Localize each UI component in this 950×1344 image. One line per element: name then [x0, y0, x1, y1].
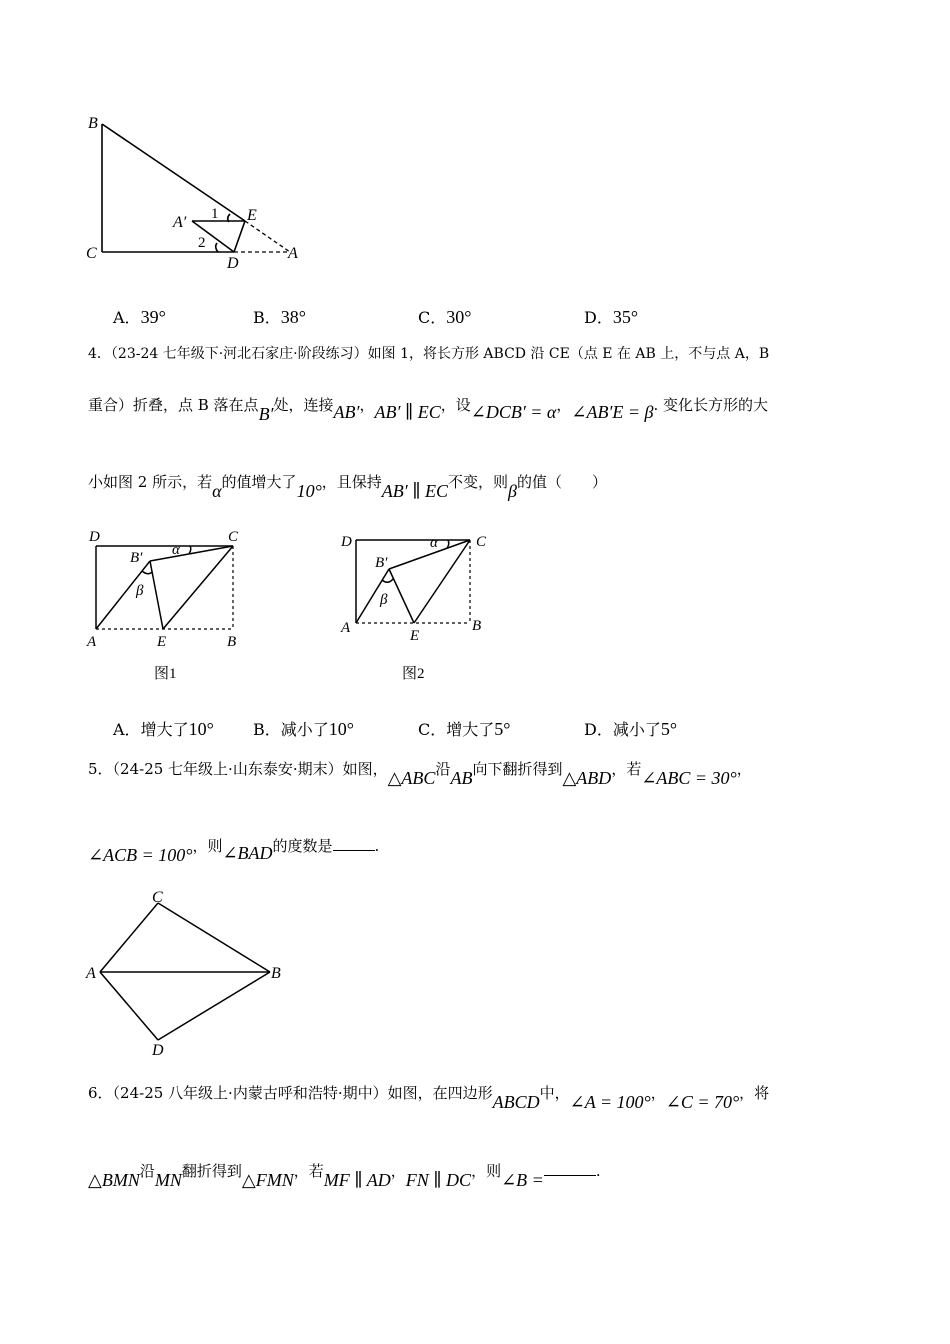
math: △ABC: [387, 768, 436, 788]
option-letter: B．: [253, 308, 281, 327]
math: △ABD: [562, 768, 612, 788]
answer-blank[interactable]: [333, 850, 375, 851]
label-A: A: [86, 965, 96, 982]
text: 的值（ ）: [517, 473, 608, 491]
label-C: C: [228, 529, 239, 545]
text: 沿: [139, 1162, 155, 1180]
text: ，则: [192, 837, 223, 855]
label-C: C: [152, 889, 163, 906]
caption: 图1: [154, 666, 177, 682]
text: ，且保持: [321, 473, 382, 491]
label-A: A: [288, 245, 298, 262]
text: 5．（24-25 七年级上·山东泰安·期末）如图，: [88, 760, 388, 778]
segment-B-prime-E: [389, 569, 414, 623]
option-value: 38°: [280, 307, 306, 327]
q3-option-a[interactable]: [113, 305, 166, 328]
math: △FMN: [241, 1170, 294, 1190]
text: 处，连接: [273, 396, 334, 414]
option-value: 39°: [140, 307, 166, 327]
math: AB: [450, 768, 473, 788]
segment-ED: [234, 221, 245, 252]
q4-option-b[interactable]: [253, 717, 354, 740]
q3-figure: [80, 110, 320, 275]
text: . 变化长方形的大: [653, 396, 769, 414]
segment-BE: [102, 124, 245, 221]
option-value: 35°: [612, 307, 639, 327]
math: FN ∥ DC: [405, 1170, 472, 1190]
q4-line1: 4．（23-24 七年级下·河北石家庄·阶段练习）如图 1，将长方形 ABCD 沿 CE（点 E 在 AB 上，不与点 A，B: [88, 346, 770, 362]
text: ，: [359, 396, 375, 414]
math: B′: [258, 404, 274, 424]
option-letter: C．: [418, 720, 447, 739]
option-letter: D．: [584, 308, 613, 327]
label-E: E: [410, 628, 420, 644]
q4-option-a[interactable]: [113, 717, 214, 740]
q4-line3: [88, 471, 608, 501]
q4-line2: [88, 394, 769, 424]
text: 的度数是: [272, 837, 333, 855]
caption: 图2: [402, 666, 425, 682]
math: α: [212, 481, 222, 501]
q5-line1: [88, 758, 752, 788]
label-alpha: α: [430, 535, 438, 551]
q3-option-b[interactable]: [253, 305, 306, 328]
math: ∠AB′E = β: [571, 402, 654, 422]
q5-line2: [88, 835, 380, 865]
label-B-prime: B′: [375, 555, 388, 571]
label-beta: β: [136, 583, 144, 599]
text: 6．（24-25 八年级上·内蒙古呼和浩特·期中）如图，在四边形: [88, 1084, 493, 1102]
option-value: 30°: [446, 307, 472, 327]
option-value: 5°: [660, 719, 678, 739]
math: ∠C = 70°: [665, 1092, 740, 1112]
angle-2-arc: [216, 243, 218, 252]
option-text: 增大了: [446, 720, 495, 739]
label-D: D: [227, 255, 239, 272]
option-text: 减小了: [612, 720, 661, 739]
label-A: A: [341, 620, 351, 636]
text: ，: [650, 1084, 666, 1102]
text: 小如图 2 所示，若: [88, 473, 213, 491]
math: ∠ACB = 100°: [88, 845, 193, 865]
math: 10°: [296, 481, 322, 501]
text: .: [374, 837, 380, 855]
segment-AD: [100, 972, 158, 1040]
label-B: B: [472, 618, 482, 634]
option-letter: B．: [253, 720, 281, 739]
text: 沿: [435, 760, 451, 778]
q4-option-d[interactable]: [584, 717, 677, 740]
math: β: [508, 481, 518, 501]
option-value: 10°: [328, 719, 354, 739]
beta-arc: [382, 579, 393, 582]
label-E: E: [157, 634, 167, 650]
label-beta: β: [380, 592, 388, 608]
q4-figure-1: [80, 522, 250, 687]
math: AB′: [333, 402, 360, 422]
text: ，设: [440, 396, 471, 414]
label-E: E: [247, 207, 257, 224]
option-letter: D．: [584, 720, 613, 739]
math: ∠BAD: [222, 843, 273, 863]
text: ，若: [293, 1162, 324, 1180]
math: AB′ ∥ EC: [374, 402, 441, 422]
math: △BMN: [88, 1170, 140, 1190]
text: 向下翻折得到: [472, 760, 563, 778]
q5-figure: [80, 880, 300, 1060]
segment-AC: [100, 903, 158, 972]
text: 中，: [539, 1084, 570, 1102]
label-alpha: α: [172, 542, 180, 558]
label-1: 1: [211, 206, 219, 222]
q3-option-c[interactable]: [418, 305, 471, 328]
option-text: 减小了: [280, 720, 329, 739]
q4-option-c[interactable]: [418, 717, 510, 740]
label-C: C: [476, 534, 487, 550]
label-B: B: [227, 634, 237, 650]
text: 翻折得到: [181, 1162, 242, 1180]
alpha-arc: [189, 546, 191, 554]
alpha-arc: [447, 540, 449, 548]
option-value: 10°: [188, 719, 214, 739]
label-B-prime: B′: [130, 550, 143, 566]
text: 不变，则: [448, 473, 509, 491]
text: .: [595, 1162, 601, 1180]
option-letter: C．: [418, 308, 447, 327]
text: 的值增大了: [221, 473, 297, 491]
label-B: B: [88, 115, 98, 132]
text: ，将: [739, 1084, 770, 1102]
math: AB′ ∥ EC: [381, 481, 449, 501]
math: ABCD: [492, 1092, 540, 1112]
text: ，若: [611, 760, 642, 778]
option-value: 5°: [494, 719, 511, 739]
math: ∠B =: [501, 1170, 544, 1190]
label-2: 2: [198, 235, 206, 251]
math: MN: [154, 1170, 182, 1190]
label-D: D: [341, 534, 352, 550]
math: ∠A = 100°: [569, 1092, 651, 1112]
option-text: 增大了: [140, 720, 189, 739]
text: ，: [390, 1162, 406, 1180]
dashed-EA: [245, 221, 290, 252]
text: ，: [556, 396, 572, 414]
label-D: D: [89, 529, 100, 545]
segment-DB: [158, 972, 270, 1040]
label-A: A: [87, 634, 97, 650]
q6-line2: [88, 1160, 601, 1190]
option-letter: A．: [113, 308, 141, 327]
q4-figure-2: [330, 522, 500, 687]
segment-B-prime-E: [150, 561, 163, 629]
segment-CB: [158, 903, 270, 972]
q3-option-d[interactable]: [584, 305, 638, 328]
segment-EC: [163, 546, 233, 629]
math: MF ∥ AD: [323, 1170, 391, 1190]
option-letter: A．: [113, 720, 141, 739]
text: ，: [736, 760, 752, 778]
math: ∠ABC = 30°: [641, 768, 737, 788]
beta-arc: [142, 571, 152, 574]
math: ∠DCB′ = α: [470, 402, 557, 422]
label-D: D: [152, 1042, 164, 1059]
label-B: B: [271, 965, 281, 982]
segment-EC: [414, 540, 470, 623]
label-C: C: [86, 245, 97, 262]
answer-blank[interactable]: [544, 1175, 596, 1176]
label-A-prime: A′: [173, 214, 187, 231]
text: ，则: [471, 1162, 502, 1180]
text: 重合）折叠，点 B 落在点: [88, 396, 259, 414]
q6-line1: [88, 1082, 770, 1112]
